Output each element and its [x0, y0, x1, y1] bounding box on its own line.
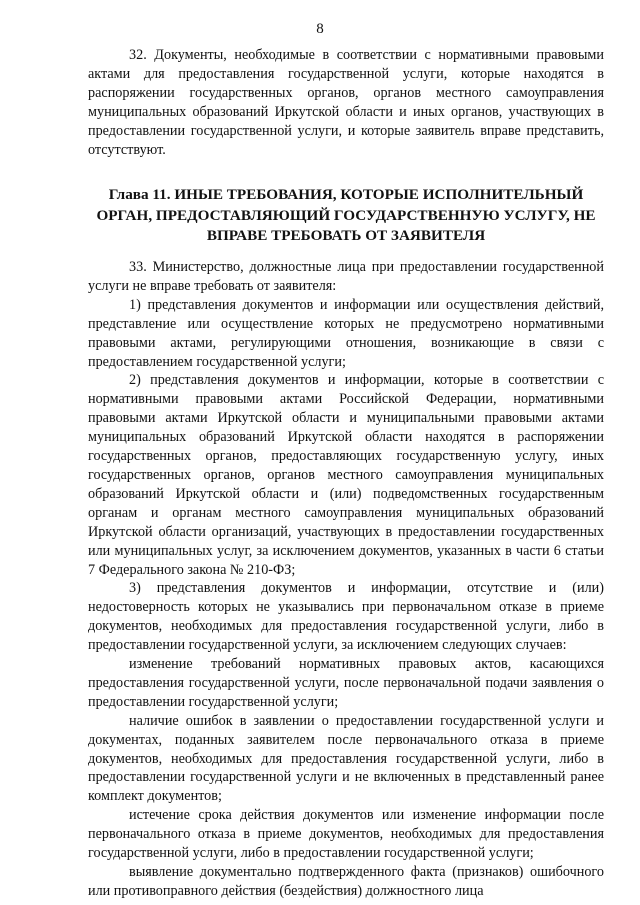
page-number: 8: [316, 21, 324, 37]
body-text: [88, 258, 604, 901]
paragraph-33: 33. Министерство, должностные лица при предоставлении государственной услуги не вправе требовать от заявителя:: [88, 259, 604, 294]
paragraph-item-1: 1) представления документов и информации или осуществления действий, представление или осуществление которых не предусмотрено нормативными правовыми актами, регулирующими отношения, возникающие в связи с предоставлением государственной услуги;: [88, 296, 604, 370]
paragraph-case-requirements-change: изменение требований нормативных правовых актов, касающихся предоставления государственной услуги, после первоначальной подачи заявления о предоставлении государственной услуги;: [88, 656, 604, 710]
chapter-heading: Глава 11. ИНЫЕ ТРЕБОВАНИЯ, КОТОРЫЕ ИСПОЛНИТЕЛЬНЫЙ ОРГАН, ПРЕДОСТАВЛЯЮЩИЙ ГОСУДАРСТВЕННУЮ УСЛУГУ, НЕ ВПРАВЕ ТРЕБОВАТЬ ОТ ЗАЯВИТЕЛЯ: [96, 186, 596, 244]
paragraph-case-errors: наличие ошибок в заявлении о предоставлении государственной услуги и документах, поданных заявителем после первоначального отказа в приеме документов, необходимых для предоставления государственной услуги, либо в предоставлении государственной услуги и не включенных в представленный ранее комплект документов;: [88, 712, 604, 805]
paragraph-item-3: 3) представления документов и информации, отсутствие и (или) недостоверность которых не указывались при первоначальном отказе в приеме документов, необходимых для предоставления государственной услуги, либо в предоставлении государственной услуги, за исключением следующих случаев:: [88, 580, 604, 654]
paragraph-item-2: 2) представления документов и информации, которые в соответствии с нормативными правовыми актами Российской Федерации, нормативными правовыми актами Иркутской области и муниципальными правовыми актами муниципальных образований Иркутской области находятся в распоряжении государственных органов, предоставляющих государственную услугу, иных государственных органов, органов местного самоуправления муниципальных образований Иркутской области и (или) подведомственных государственным органам и органам местного самоуправления муниципальных образований Иркутской области организаций, участвующих в предоставлении государственных или муниципальных услуг, за исключением документов, указанных в части 6 статьи 7 Федерального закона № 210-ФЗ;: [88, 372, 604, 578]
paragraph-32: 32. Документы, необходимые в соответствии с нормативными правовыми актами для предоставления государственной услуги, которые находятся в распоряжении государственных органов, органов местного самоуправления муниципальных образований Иркутской области и иных органов, участвующих в предоставлении государственной услуги, и которые заявитель вправе представить, отсутствуют.: [88, 47, 604, 158]
paragraph-case-expiry: истечение срока действия документов или изменение информации после первоначального отказа в приеме документов, необходимых для предоставления государственной услуги, либо в предоставлении государственной услуги;: [88, 807, 604, 862]
paragraph-case-misconduct: выявление документально подтвержденного факта (признаков) ошибочного или противоправного действия (бездействия) должностного лица: [88, 864, 604, 899]
intro-section: [88, 46, 604, 159]
